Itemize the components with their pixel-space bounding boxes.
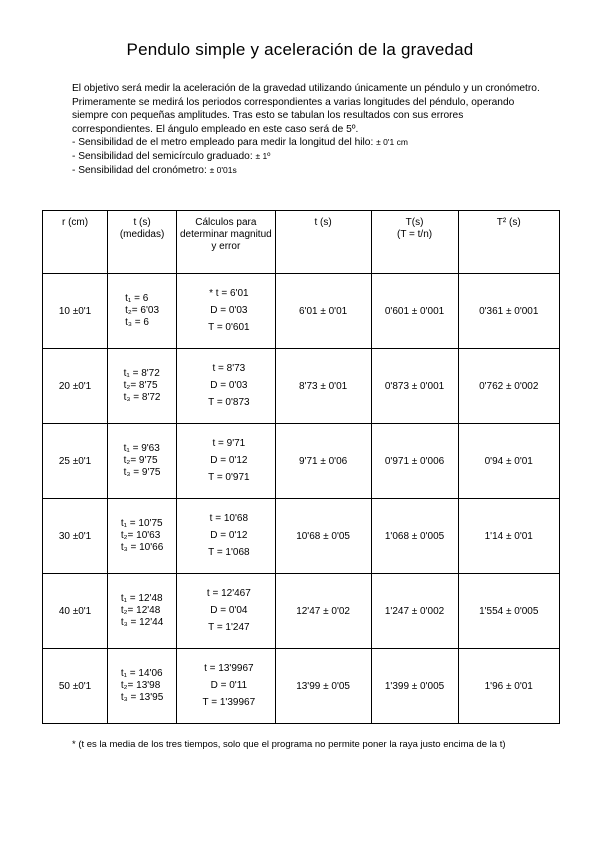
header-t-measured [108, 211, 177, 274]
cell-r: 30 ±0'1 [43, 499, 108, 574]
cell-T: 1'399 ± 0'005 [371, 649, 458, 724]
calc-period: T = 1'39967 [202, 697, 256, 708]
measurement-t3: t₃ = 6 [125, 317, 149, 328]
intro-section [72, 82, 542, 177]
cell-r: 20 ±0'1 [43, 349, 108, 424]
sensitivity-protractor-value: ± 1º [255, 150, 271, 161]
results-table [42, 210, 560, 724]
sensitivity-chronometer [72, 164, 542, 178]
calc-deviation: D = 0'04 [210, 605, 248, 616]
measurements [124, 368, 161, 404]
measurement-t3: t₃ = 13'95 [120, 692, 164, 703]
measurements [121, 668, 163, 704]
measurement-t2: t₂= 9'75 [123, 455, 158, 466]
calc-period: T = 1'068 [208, 547, 250, 558]
cell-T: 0'971 ± 0'006 [371, 424, 458, 499]
measurement-t1: t₁ = 14'06 [120, 668, 163, 679]
cell-r: 25 ±0'1 [43, 424, 108, 499]
intro-procedure: Primeramente se medirá los periodos correspondientes a varias longitudes del péndulo, operando siempre con pequeñas amplitudes. Tras esto se tabulan los resultados con sus errores correspondientes. El ángulo empleado en este caso será de 5º. [72, 96, 515, 135]
header-r: r (cm) [43, 211, 108, 274]
measurements [121, 593, 163, 629]
calc-mean: t = 12'467 [206, 588, 251, 599]
cell-calc [177, 499, 275, 574]
calc-deviation: D = 0'12 [210, 530, 248, 541]
calc-mean: t = 13'9967 [204, 663, 254, 674]
calc-deviation: D = 0'12 [210, 455, 248, 466]
cell-t: 6'01 ± 0'01 [275, 274, 371, 349]
calc-mean: t = 10'68 [209, 513, 249, 524]
cell-T: 1'068 ± 0'005 [371, 499, 458, 574]
calc-period: T = 1'247 [208, 622, 250, 633]
cell-t: 13'99 ± 0'05 [275, 649, 371, 724]
cell-T: 1'247 ± 0'002 [371, 574, 458, 649]
sensitivity-chronometer-label: - Sensibilidad del cronómetro: [72, 164, 210, 176]
measurement-t2: t₂= 10'63 [120, 530, 161, 541]
sensitivity-meter [72, 136, 542, 150]
measurement-t3: t₃ = 10'66 [120, 542, 164, 553]
cell-t: 9'71 ± 0'06 [275, 424, 371, 499]
cell-t-measured [108, 424, 177, 499]
cell-T: 0'601 ± 0'001 [371, 274, 458, 349]
cell-t-measured [108, 649, 177, 724]
cell-T2: 0'94 ± 0'01 [458, 424, 560, 499]
cell-t-measured [108, 349, 177, 424]
measurement-t1: t₁ = 12'48 [120, 593, 163, 604]
cell-r: 10 ±0'1 [43, 274, 108, 349]
measurements [124, 443, 161, 479]
calc-period: T = 0'873 [208, 397, 250, 408]
cell-calc [177, 574, 275, 649]
cell-t: 12'47 ± 0'02 [275, 574, 371, 649]
measurement-t2: t₂= 6'03 [125, 305, 160, 316]
header-T-text: T(s) (T = t/n) [396, 217, 433, 240]
measurement-t1: t₁ = 6 [125, 293, 149, 304]
header-calc: Cálculos para determinar magnitud y error [177, 211, 275, 274]
cell-calc [177, 349, 275, 424]
measurement-t3: t₃ = 8'72 [123, 392, 161, 403]
cell-calc [177, 649, 275, 724]
measurement-t1: t₁ = 9'63 [123, 443, 160, 454]
cell-T2: 1'554 ± 0'005 [458, 574, 560, 649]
measurement-t3: t₃ = 12'44 [120, 617, 164, 628]
cell-t-measured [108, 499, 177, 574]
table-row [43, 349, 560, 424]
sensitivity-meter-label: - Sensibilidad de el metro empleado para medir la longitud del hilo: [72, 137, 377, 149]
cell-calc [177, 274, 275, 349]
footnote: * (t es la media de los tres tiempos, solo que el programa no permite poner la raya justo encima de la t) [72, 739, 506, 750]
sensitivity-chronometer-value: ± 0'01s [209, 164, 237, 175]
measurement-t2: t₂= 8'75 [123, 380, 158, 391]
cell-T2: 1'96 ± 0'01 [458, 649, 560, 724]
sensitivity-protractor [72, 150, 542, 164]
measurement-t2: t₂= 12'48 [120, 605, 161, 616]
calc-deviation: D = 0'03 [210, 380, 248, 391]
sensitivity-protractor-label: - Sensibilidad del semicírculo graduado: [72, 150, 256, 162]
measurement-t2: t₂= 13'98 [120, 680, 161, 691]
sensitivity-meter-value: ± 0'1 cm [376, 137, 408, 148]
calc-period: T = 0'601 [208, 322, 250, 333]
cell-t-measured [108, 274, 177, 349]
cell-T2: 0'361 ± 0'001 [458, 274, 560, 349]
header-T2: T² (s) [458, 211, 560, 274]
measurement-t1: t₁ = 10'75 [120, 518, 163, 529]
calc-deviation: D = 0'03 [210, 305, 248, 316]
cell-r: 40 ±0'1 [43, 574, 108, 649]
calc-period: T = 0'971 [208, 472, 250, 483]
cell-T2: 1'14 ± 0'01 [458, 499, 560, 574]
cell-t: 10'68 ± 0'05 [275, 499, 371, 574]
calc-mean: t = 9'71 [212, 438, 246, 449]
measurement-t1: t₁ = 8'72 [123, 368, 160, 379]
table-row [43, 574, 560, 649]
header-T [371, 211, 458, 274]
table-row [43, 499, 560, 574]
table-header-row [43, 211, 560, 274]
cell-T2: 0'762 ± 0'002 [458, 349, 560, 424]
header-t: t (s) [275, 211, 371, 274]
table-row [43, 649, 560, 724]
calc-mean: t = 8'73 [212, 363, 246, 374]
table-row [43, 424, 560, 499]
measurement-t3: t₃ = 9'75 [123, 467, 161, 478]
cell-t: 8'73 ± 0'01 [275, 349, 371, 424]
page-title: Pendulo simple y aceleración de la gravedad [126, 40, 474, 59]
cell-calc [177, 424, 275, 499]
measurements [121, 518, 163, 554]
header-t-measured-text: t (s) (medidas) [119, 217, 165, 240]
table-row [43, 274, 560, 349]
cell-t-measured [108, 574, 177, 649]
cell-T: 0'873 ± 0'001 [371, 349, 458, 424]
calc-deviation: D = 0'11 [210, 680, 248, 691]
calc-mean: * t = 6'01 [209, 288, 249, 299]
cell-r: 50 ±0'1 [43, 649, 108, 724]
intro-objective: El objetivo será medir la aceleración de la gravedad utilizando únicamente un péndulo y un cronómetro. [72, 83, 540, 94]
measurements [125, 293, 159, 329]
